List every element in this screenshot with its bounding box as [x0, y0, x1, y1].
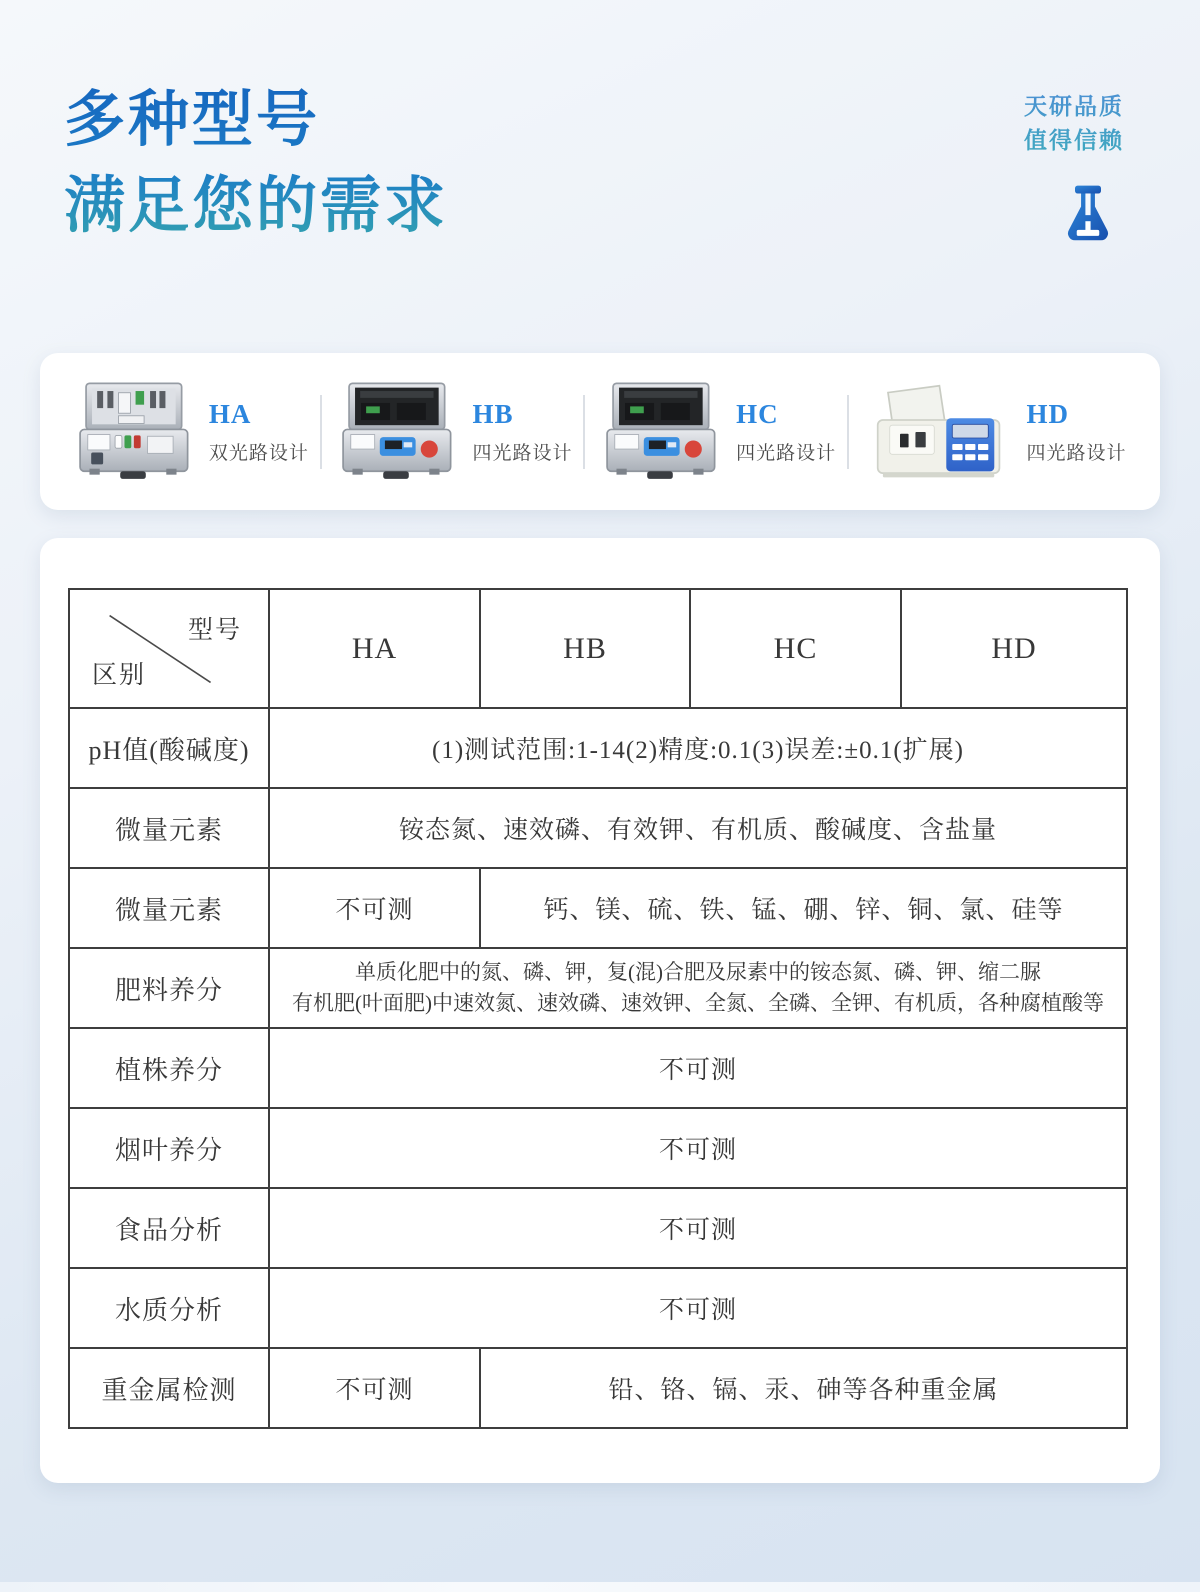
row-label: 肥料养分: [69, 948, 269, 1028]
row-label: 食品分析: [69, 1188, 269, 1268]
row-value: 不可测: [269, 1028, 1127, 1108]
table-row: [69, 1028, 1127, 1108]
product-info: [472, 399, 572, 465]
product-item-hb: [322, 373, 584, 491]
column-header-ha: HA: [269, 589, 480, 708]
row-value: 不可测: [269, 1188, 1127, 1268]
column-header-hb: HB: [480, 589, 690, 708]
table-row: [69, 1268, 1127, 1348]
table-row: [69, 948, 1127, 1028]
page-title-line1: 多种型号: [64, 87, 321, 154]
row-value: 不可测: [269, 1108, 1127, 1188]
product-info: [209, 399, 309, 465]
product-model-label: HD: [1026, 398, 1069, 429]
table-row: [69, 868, 1127, 948]
table-body: [69, 708, 1127, 1428]
product-item-hd: [849, 373, 1142, 491]
product-strip-card: [40, 353, 1160, 510]
row-label: 植株养分: [69, 1028, 269, 1108]
corner-label-model: 型号: [187, 617, 242, 644]
product-image-ha-suitcase: [69, 373, 197, 491]
page-title-line2: 满足您的需求: [64, 173, 449, 240]
row-value: 单质化肥中的氮、磷、钾，复(混)合肥及尿素中的铵态氮、磷、钾、缩二脲 有机肥(叶面肥)中速效氮、速效磷、速效钾、全氮、全磷、全钾、有机质，各种腐植酸等: [269, 948, 1127, 1028]
page-title: [64, 78, 448, 250]
column-header-hd: HD: [901, 589, 1127, 708]
brand-slogan-line1: 天研品质: [1024, 94, 1124, 119]
product-item-ha: [58, 373, 320, 491]
corner-label-difference: 区别: [92, 662, 147, 689]
brand-slogan-line2: 值得信赖: [1024, 128, 1124, 153]
corner-cell: [69, 589, 269, 708]
row-value: 不可测: [269, 1348, 480, 1428]
row-label: 水质分析: [69, 1268, 269, 1348]
row-label: 重金属检测: [69, 1348, 269, 1428]
product-subtitle: 四光路设计: [472, 442, 573, 464]
row-value: 不可测: [269, 868, 480, 948]
product-subtitle: 双光路设计: [208, 442, 309, 464]
table-row: [69, 1188, 1127, 1268]
page-bottom-strip: [0, 1582, 1200, 1592]
row-label: pH值(酸碱度): [69, 708, 269, 788]
table-row: [69, 1108, 1127, 1188]
product-image-hc-suitcase: [596, 373, 724, 491]
product-info: [1026, 399, 1126, 465]
row-value: (1)测试范围:1-14(2)精度:0.1(3)误差:±0.1(扩展): [269, 708, 1127, 788]
table-header: [69, 589, 1127, 708]
table-row: [69, 708, 1127, 788]
brand-slogan: [1024, 90, 1124, 158]
row-value: 钙、镁、硫、铁、锰、硼、锌、铜、氯、硅等: [480, 868, 1127, 948]
row-value: 不可测: [269, 1268, 1127, 1348]
table-header-row: [69, 589, 1127, 708]
row-label: 微量元素: [69, 868, 269, 948]
product-info: [736, 399, 836, 465]
product-item-hc: [585, 373, 847, 491]
product-image-hb-suitcase: [332, 373, 460, 491]
table-row: [69, 788, 1127, 868]
product-image-hd-analyzer: [864, 373, 1014, 491]
product-model-label: HB: [472, 398, 514, 429]
product-subtitle: 四光路设计: [1026, 442, 1127, 464]
row-label: 微量元素: [69, 788, 269, 868]
product-model-label: HC: [736, 398, 779, 429]
table-row: [69, 1348, 1127, 1428]
model-comparison-table: [68, 588, 1128, 1429]
product-model-label: HA: [208, 398, 252, 429]
flask-icon: [1062, 184, 1114, 248]
row-value: 铵态氮、速效磷、有效钾、有机质、酸碱度、含盐量: [269, 788, 1127, 868]
row-value: 铅、铬、镉、汞、砷等各种重金属: [480, 1348, 1127, 1428]
product-subtitle: 四光路设计: [736, 442, 837, 464]
column-header-hc: HC: [690, 589, 901, 708]
row-label: 烟叶养分: [69, 1108, 269, 1188]
comparison-table-card: [40, 538, 1160, 1483]
